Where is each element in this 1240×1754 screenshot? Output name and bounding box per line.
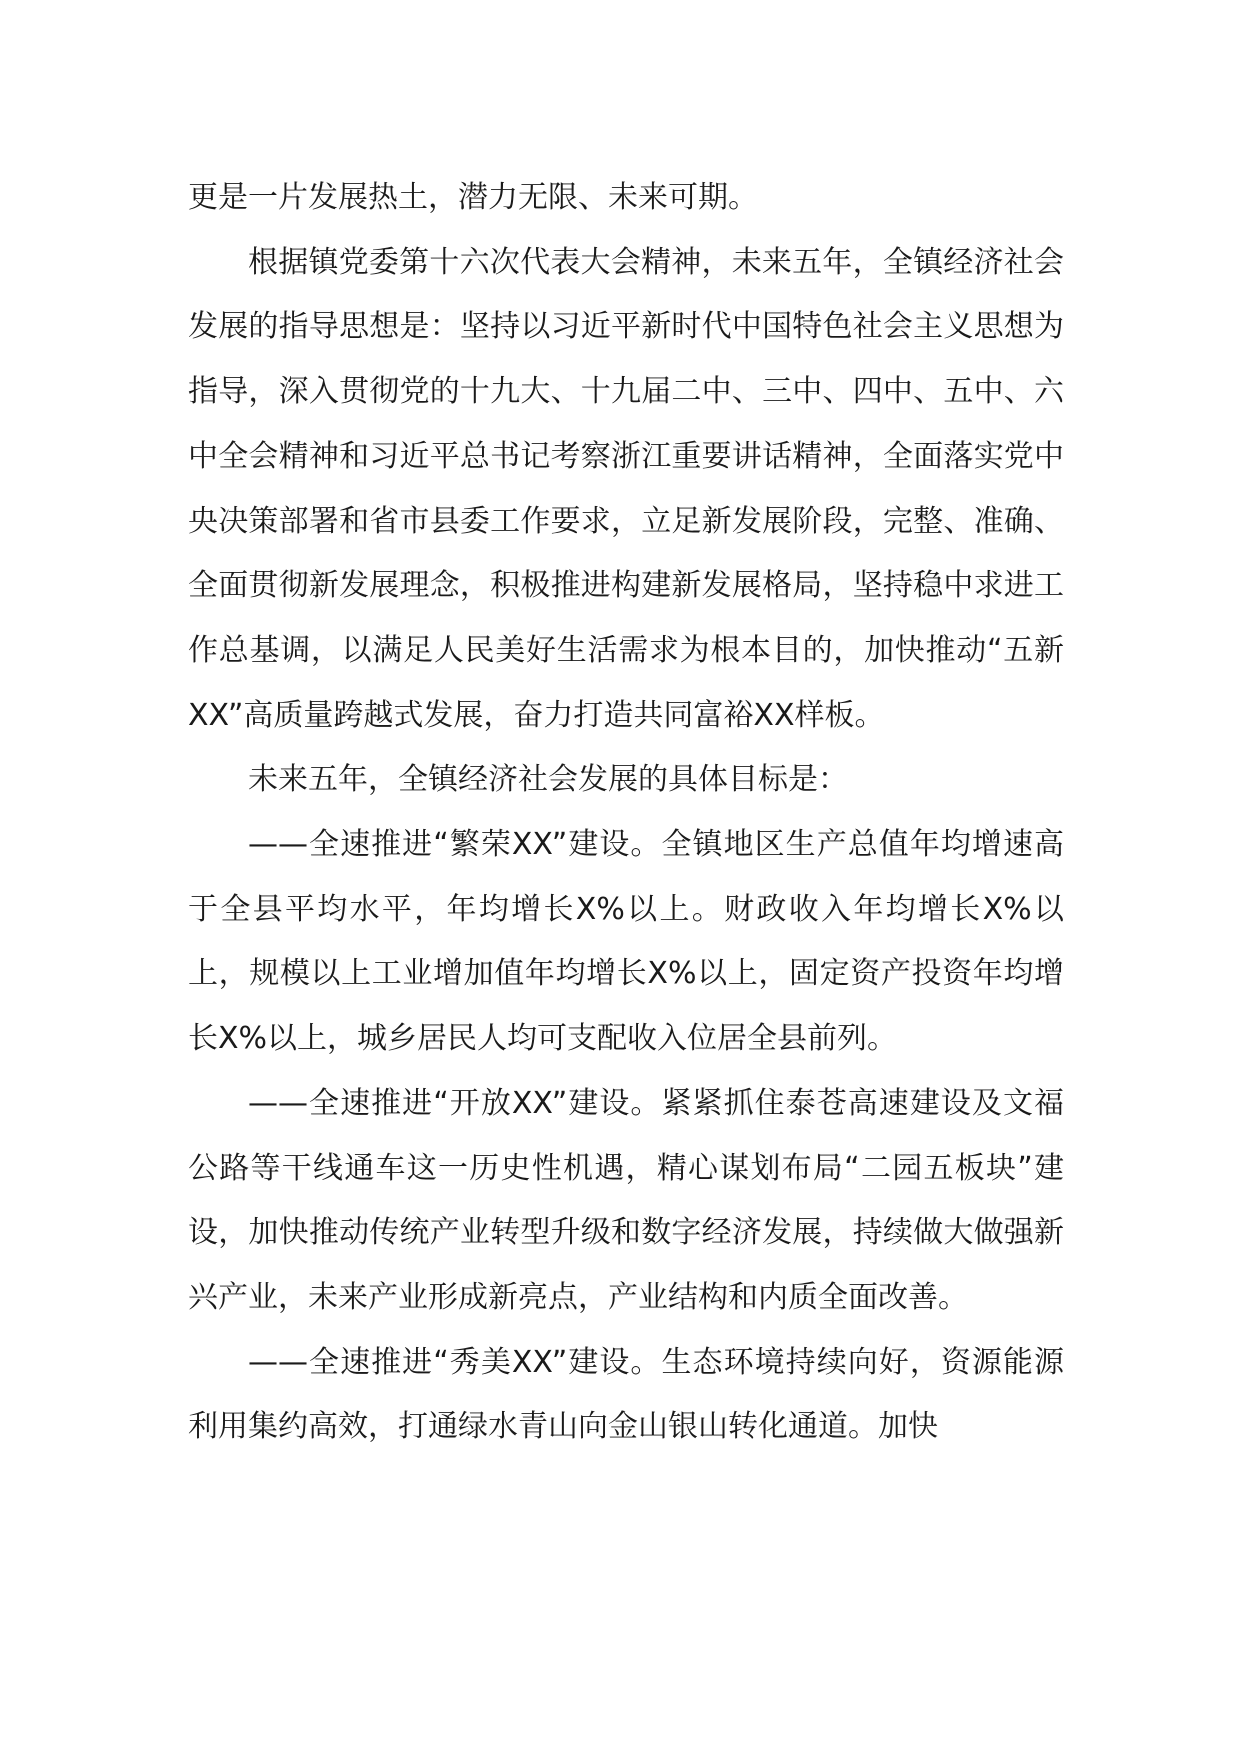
paragraph-4: ——全速推进“繁荣XX”建设。全镇地区生产总值年均增速高于全县平均水平，年均增长X%以上。财政收入年均增长X%以上，规模以上工业增加值年均增长X%以上，固定资产投资年均增长X%以上，城乡居民人均可支配收入位居全县前列。 (188, 827, 1064, 1057)
paragraph-2: 根据镇党委第十六次代表大会精神，未来五年，全镇经济社会发展的指导思想是：坚持以习近平新时代中国特色社会主义思想为指导，深入贯彻党的十九大、十九届二中、三中、四中、五中、六中全会精神和习近平总书记考察浙江重要讲话精神，全面落实党中央决策部署和省市县委工作要求，立足新发展阶段，完整、准确、全面贯彻新发展理念，积极推进构建新发展格局，坚持稳中求进工作总基调，以满足人民美好生活需求为根本目的，加快推动“五新XX”高质量跨越式发展，奋力打造共同富裕XX样板。 (188, 244, 1064, 733)
paragraph-6: ——全速推进“秀美XX”建设。生态环境持续向好，资源能源利用集约高效，打通绿水青山向金山银山转化通道。加快 (188, 1344, 1064, 1445)
paragraph-5: ——全速推进“开放XX”建设。紧紧抓住泰苍高速建设及文福公路等干线通车这一历史性机遇，精心谋划布局“二园五板块”建设，加快推动传统产业转型升级和数字经济发展，持续做大做强新兴产业，未来产业形成新亮点，产业结构和内质全面改善。 (188, 1085, 1064, 1315)
paragraph-1: 更是一片发展热土，潜力无限、未来可期。 (188, 180, 758, 215)
paragraph-3: 未来五年，全镇经济社会发展的具体目标是： (248, 762, 848, 798)
document-body (188, 166, 1064, 1460)
